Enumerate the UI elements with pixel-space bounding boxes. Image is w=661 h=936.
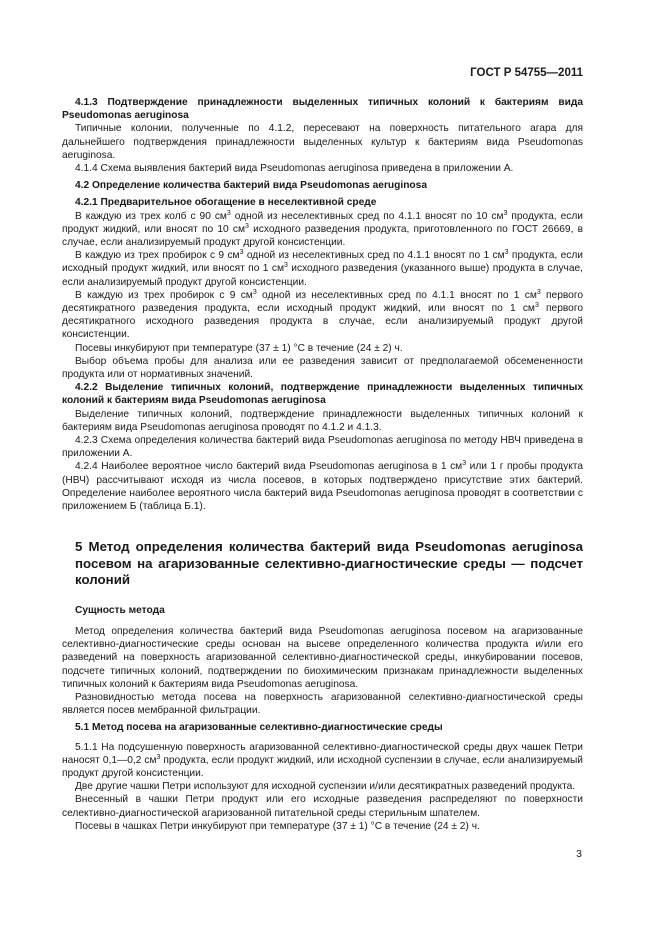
paragraph: Две другие чашки Петри используют для исходной суспензии и/или десятикратных разведений продукта. xyxy=(75,781,576,793)
section-5-1-title: 5.1 Метод посева на агаризованные селективно-диагностические среды xyxy=(75,722,443,734)
section-4-1-3-title: 4.1.3 Подтверждение принадлежности выделенных типичных колоний к бактериям вида Pseudomonas aeruginosa xyxy=(62,97,583,122)
section-4-2-3: 4.2.3 Схема определения количества бактерий вида Pseudomonas aeruginosa по методу НВЧ приведена в приложении А. xyxy=(62,435,583,460)
paragraph: Посевы в чашках Петри инкубируют при температуре (37 ± 1) °С в течение (24 ± 2) ч. xyxy=(75,820,480,832)
paragraph: Выделение типичных колоний, подтверждение принадлежности выделенных типичных колоний к бактериям вида Pseudomonas aeruginosa проводят по 4.1.2 и 4.1.3. xyxy=(62,408,583,433)
paragraph: 5.1.1 На подсушенную поверхность агаризованной селективно-диагностической среды двух чашек Петри наносят 0,1—0,2 $см^3$ продукта, если продукт жидкий, или исходной суспензии в случае, если анализируемый продукт другой консистенции. xyxy=(62,741,583,780)
paragraph: Метод определения количества бактерий вида Pseudomonas aeruginosa посевом на агаризованные селективно-диагностические среды основан на высеве определенного количества продукта и/или его разведений на поверхность агаризованной селективно-диагностической среды, инкубировании посевов, подсчете типичных колоний, подтверждении по биохимическим признакам принадлежности выделенных типичных колоний к бактериям вида Pseudomonas aeruginosa. xyxy=(62,626,583,690)
paragraph: Выбор объема пробы для анализа или ее разведения зависит от предполагаемой обсемененности продукта или от нормативных значений. xyxy=(62,355,583,381)
section-5-title: 5 Метод определения количества бактерий вида Pseudomonas aeruginosa посевом на агаризованные селективно-диагностические среды — подсчет колоний xyxy=(75,539,583,588)
document-header: ГОСТ Р 54755—2011 xyxy=(470,67,583,79)
paragraph: В каждую из трех пробирок с 9 $см^3$ одной из неселективных сред по 4.1.1 вносят по 1 $см^3$ продукта, если исходный продукт жидкий, или вносят по 1 $см^3$ исходного разведения (указанного выше) продукта в случае, если анализируемый продукт другой консистенции. xyxy=(62,249,584,288)
paragraph: Типичные колонии, полученные по 4.1.2, пересевают на поверхность питательного агара для дальнейшего подтверждения принадлежности выделенных культур к бактериям вида Pseudomonas aeruginosa. xyxy=(62,123,583,161)
section-4-2-title: 4.2 Определение количества бактерий вида Pseudomonas aeruginosa xyxy=(75,180,427,192)
essence-title: Сущность метода xyxy=(75,604,165,616)
paragraph: Посевы инкубируют при температуре (37 ± 1) °С в течение (24 ± 2) ч. xyxy=(75,342,403,354)
paragraph: Внесенный в чашки Петри продукт или его исходные разведения распределяют по поверхности селективно-диагностической агаризованной питательной среды стерильным шпателем. xyxy=(62,794,583,819)
paragraph: В каждую из трех колб с 90 $см^3$ одной из неселективных сред по 4.1.1 вносят по 10 $см^3$ продукта, если продукт жидкий, или вносят по 10 $см^3$ исходного разведения продукта, приготовленного по ГОСТ 26669, в случае, если анализируемый продукт другой консистенции. xyxy=(62,209,583,249)
section-4-2-1-title: 4.2.1 Предварительное обогащение в неселективной среде xyxy=(75,197,377,209)
paragraph: Разновидностью метода посева на поверхность агаризованной селективно-диагностической среды является посев мембранной фильтрации. xyxy=(62,692,583,717)
document-body xyxy=(62,96,583,833)
section-4-1-4: 4.1.4 Схема выявления бактерий вида Pseudomonas aeruginosa приведена в приложении А. xyxy=(75,163,514,175)
paragraph: В каждую из трех пробирок с 9 $см^3$ одной из неселективных сред по 4.1.1 вносят по 1 $см^3$ первого десятикратного разведения продукта, если исходный продукт жидкий, или вносят по 1 $см^3$ первого десятикратного исходного разведения продукта в случае, если анализируемый продукт другой консистенции. xyxy=(62,288,583,341)
page-number: 3 xyxy=(576,848,582,860)
section-4-2-4: 4.2.4 Наиболее вероятное число бактерий вида Pseudomonas aeruginosa в 1 $см^3$ или 1 г пробы продукта (НВЧ) рассчитывают исходя из числа посевов, в которых подтверждено присутствие этих бактерий. Определение наиболее вероятного числа бактерий вида Pseudomonas aeruginosa проводят в соответствии с приложением Б (таблица Б.1). xyxy=(62,460,583,513)
section-4-2-2-title: 4.2.2 Выделение типичных колоний, подтверждение принадлежности выделенных типичных колоний к бактериям вида Pseudomonas aeruginosa xyxy=(62,382,583,407)
